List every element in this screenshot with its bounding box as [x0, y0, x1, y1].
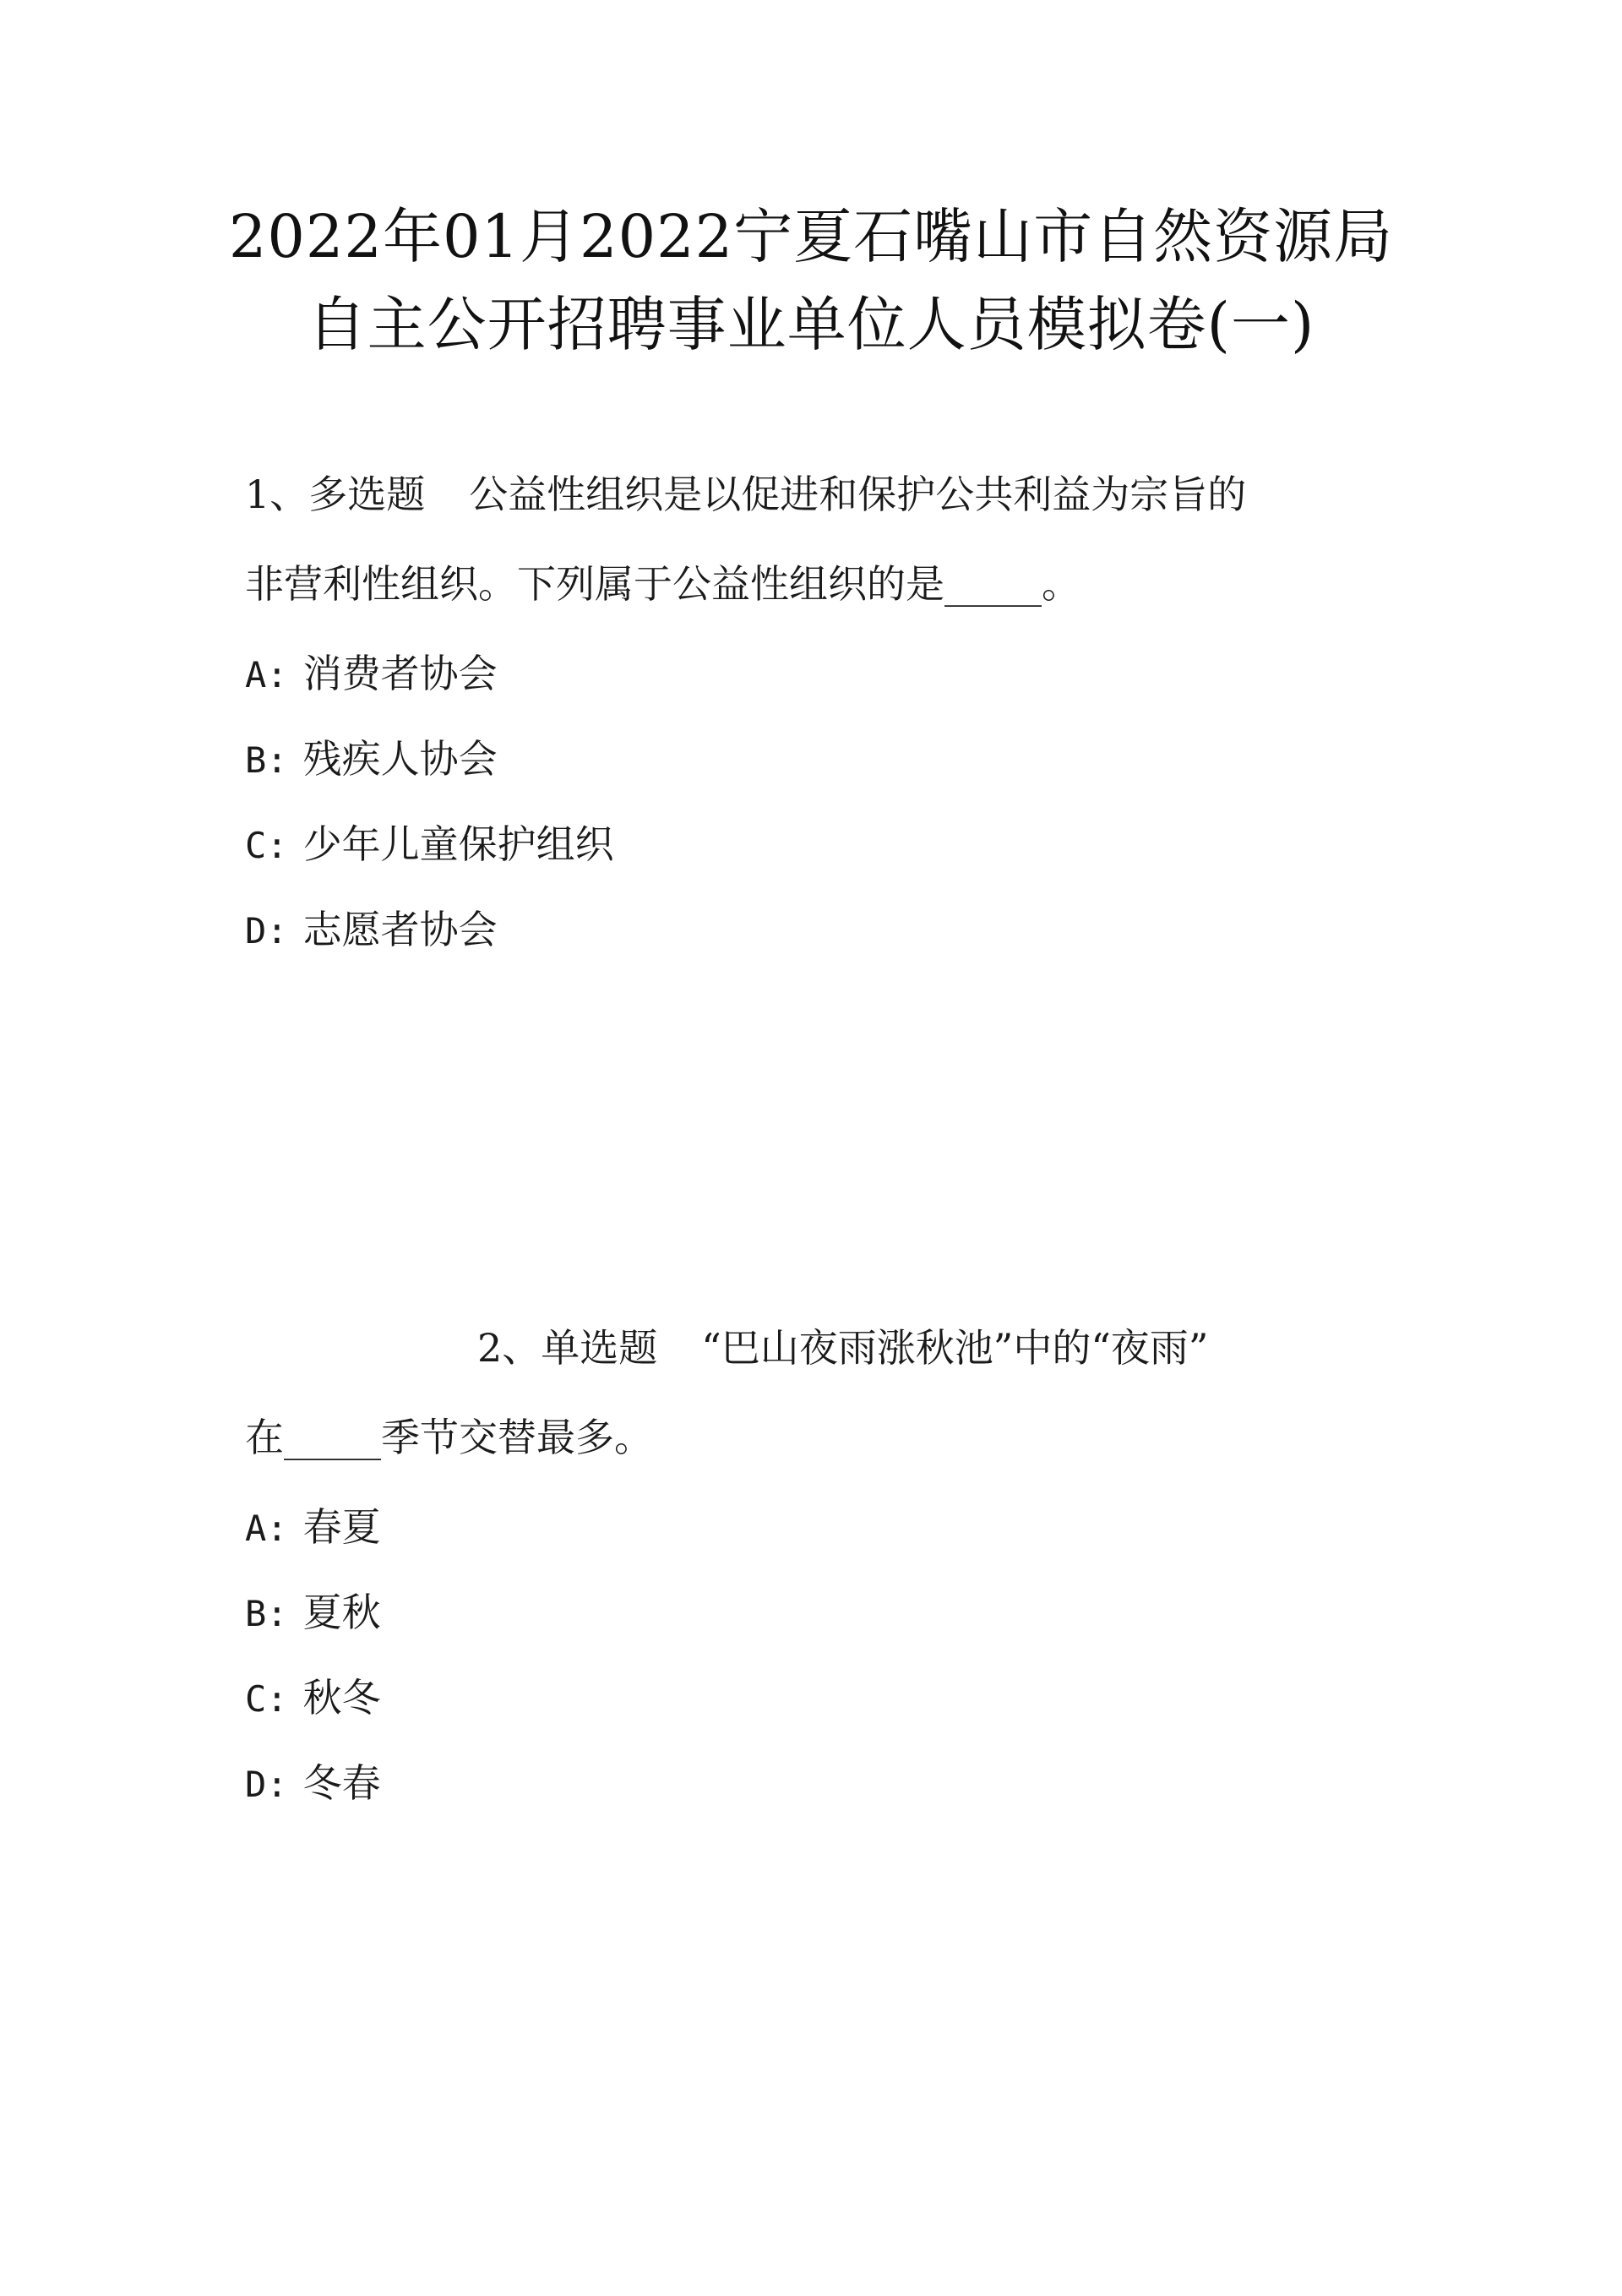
question-number: 2、 [477, 1325, 542, 1371]
option-separator: : [266, 1678, 288, 1720]
option-b [245, 1583, 1385, 1668]
question-1 [245, 465, 1385, 985]
option-c [245, 815, 1385, 900]
question-type: 多选题 [308, 472, 426, 517]
question-stem-line-2: 非营利性组织。下列属于公益性组织的是_____。 [245, 561, 1080, 607]
option-letter: C [245, 825, 267, 866]
document-title [203, 193, 1419, 368]
question-text: 公益性组织是以促进和保护公共利益为宗旨的 [469, 472, 1247, 517]
option-text: 秋冬 [302, 1675, 381, 1721]
option-separator: : [266, 1764, 288, 1805]
question-type: 单选题 [541, 1325, 658, 1371]
option-separator: : [266, 910, 288, 952]
option-separator: : [266, 654, 288, 695]
question-number: 1、 [245, 472, 309, 517]
option-separator: : [266, 825, 288, 866]
question-stem-line-1 [245, 465, 1385, 554]
option-text: 少年儿童保护组织 [302, 821, 614, 867]
question-2 [245, 1318, 1385, 1839]
option-letter: D [245, 1764, 267, 1805]
option-letter: B [245, 1593, 267, 1634]
option-separator: : [266, 739, 288, 781]
option-text: 冬春 [302, 1760, 381, 1806]
option-d [245, 1753, 1385, 1839]
option-text: 残疾人协会 [302, 736, 498, 782]
option-separator: : [266, 1593, 288, 1634]
title-line-1: 2022年01月2022宁夏石嘴山市自然资源局 [228, 202, 1394, 271]
option-d [245, 900, 1385, 985]
option-text: 志愿者协会 [302, 907, 498, 952]
option-letter: D [245, 910, 267, 952]
option-letter: C [245, 1678, 267, 1720]
option-separator: : [266, 1508, 288, 1549]
option-letter: A [245, 1508, 267, 1549]
option-letter: B [245, 739, 267, 781]
option-text: 夏秋 [302, 1590, 381, 1635]
question-stem-line-1 [245, 1318, 1385, 1408]
option-a [245, 1497, 1385, 1583]
title-line-2: 自主公开招聘事业单位人员模拟卷(一) [307, 290, 1315, 359]
question-stem-line-2: 在_____季节交替最多。 [245, 1415, 653, 1460]
question-text: “巴山夜雨涨秋池”中的“夜雨” [701, 1325, 1209, 1371]
option-b [245, 729, 1385, 815]
option-a [245, 644, 1385, 729]
option-letter: A [245, 654, 267, 695]
option-c [245, 1668, 1385, 1753]
option-text: 消费者协会 [302, 651, 498, 696]
option-text: 春夏 [302, 1504, 381, 1550]
